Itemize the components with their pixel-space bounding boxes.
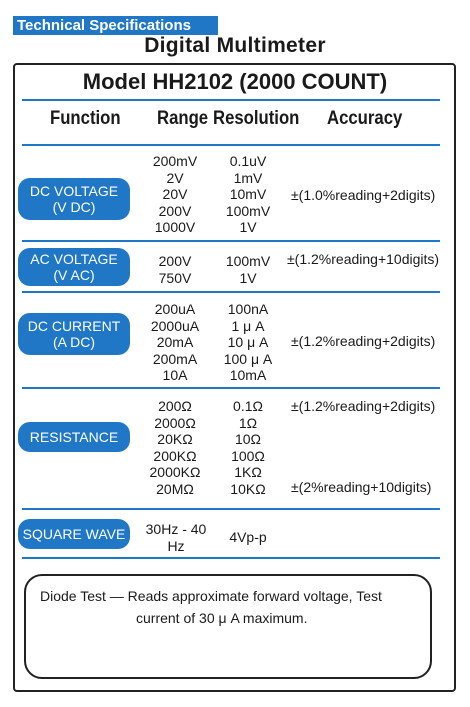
accuracy-value: ±(2%reading+10digits) — [291, 479, 432, 495]
range-cell — [140, 398, 210, 497]
header-resolution: Resolution — [213, 108, 300, 129]
resolution-value: 4Vp-p — [229, 529, 267, 545]
section-tag: Technical Specifications — [13, 16, 218, 35]
accuracy-value: ±(1.2%reading+2digits) — [291, 333, 436, 349]
function-pill-resistance — [18, 422, 130, 452]
resolution-value: 10mV — [229, 186, 267, 202]
range-value: 10A — [162, 367, 188, 383]
resolution-value: 1 μ A — [231, 317, 265, 334]
diode-test-note — [40, 585, 425, 629]
range-value: 30Hz - 40 — [145, 521, 207, 537]
range-value: 1000V — [154, 219, 196, 235]
header-accuracy: Accuracy — [327, 108, 403, 129]
resolution-value: 0.1Ω — [233, 398, 263, 414]
range-value: 200mV — [152, 153, 198, 169]
row-separator — [22, 508, 440, 510]
range-value: 200mA — [152, 350, 198, 367]
resolution-value: 100 μ A — [223, 350, 273, 367]
model-title: Model HH2102 (2000 COUNT) — [82, 69, 388, 94]
resolution-cell — [217, 153, 279, 236]
resolution-value: 100nA — [227, 301, 269, 317]
function-pill-ac-voltage — [18, 248, 130, 286]
resolution-value: 1V — [239, 219, 257, 235]
header-function: Function — [50, 108, 121, 129]
range-value: 200KΩ — [153, 447, 197, 464]
function-label: DC CURRENT — [27, 318, 121, 334]
resolution-value: 10mA — [229, 367, 267, 383]
accuracy-value: ±(1.0%reading+2digits) — [291, 187, 436, 203]
resolution-value: 1V — [239, 269, 257, 286]
range-value: 20V — [162, 186, 188, 202]
range-value: 20MΩ — [156, 480, 194, 497]
range-value: 200V — [158, 253, 192, 269]
range-cell — [138, 521, 214, 554]
range-cell — [140, 253, 210, 286]
resolution-value: 100mV — [225, 253, 271, 269]
accuracy-value: ±(1.2%reading+2digits) — [291, 398, 436, 414]
function-pill-dc-current — [18, 313, 130, 355]
range-cell — [140, 301, 210, 384]
row-separator — [22, 387, 440, 389]
function-label: RESISTANCE — [29, 429, 119, 445]
range-value: 20KΩ — [157, 431, 193, 447]
function-sublabel: (V DC) — [52, 199, 96, 215]
header-top-rule — [22, 99, 440, 101]
range-value: 20mA — [156, 334, 194, 350]
range-value: 2000uA — [150, 317, 200, 334]
range-value: 2000KΩ — [149, 464, 201, 480]
range-value: 750V — [158, 269, 192, 286]
resolution-value: 10Ω — [234, 431, 262, 447]
row-separator — [22, 291, 440, 293]
range-value: 2V — [166, 169, 184, 186]
range-value: 2000Ω — [154, 414, 196, 431]
resolution-value: 10KΩ — [230, 480, 266, 497]
range-value: 200Ω — [158, 398, 192, 414]
document-title: Digital Multimeter — [144, 34, 326, 57]
function-pill-square-wave — [18, 519, 130, 549]
resolution-cell — [217, 529, 279, 546]
function-sublabel: (A DC) — [53, 334, 95, 350]
function-label: AC VOLTAGE — [30, 251, 118, 267]
resolution-value: 10 μ A — [227, 334, 269, 350]
note-line: current of 30 μ A maximum. — [136, 610, 308, 626]
range-value: 200uA — [154, 301, 196, 317]
range-cell — [140, 153, 210, 236]
range-value: Hz — [167, 537, 185, 554]
resolution-cell — [217, 301, 279, 384]
resolution-value: 100Ω — [231, 447, 265, 464]
row-separator — [22, 557, 440, 559]
function-pill-dc-voltage — [18, 178, 130, 220]
row-separator — [22, 240, 440, 242]
resolution-cell — [217, 398, 279, 497]
resolution-value: 1Ω — [238, 414, 258, 431]
header-range: Range — [157, 108, 209, 129]
resolution-cell — [217, 253, 279, 286]
note-line: Diode Test — Reads approximate forward voltage, Test — [40, 588, 382, 604]
range-value: 200V — [158, 202, 192, 219]
resolution-value: 1mV — [233, 169, 263, 186]
function-label: DC VOLTAGE — [29, 183, 119, 199]
resolution-value: 100mV — [225, 202, 271, 219]
resolution-value: 0.1uV — [229, 153, 267, 169]
resolution-value: 1KΩ — [234, 464, 262, 480]
function-sublabel: (V AC) — [53, 267, 95, 283]
function-label: SQUARE WAVE — [22, 526, 126, 542]
header-bottom-rule — [22, 144, 440, 146]
accuracy-value: ±(1.2%reading+10digits) — [287, 251, 440, 267]
